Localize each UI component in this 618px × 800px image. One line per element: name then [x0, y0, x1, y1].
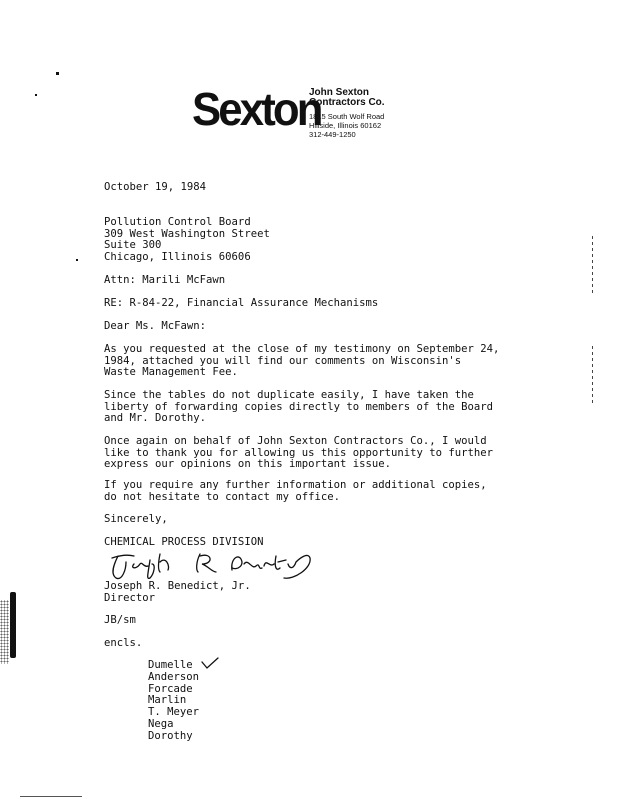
paragraph-line: Once again on behalf of John Sexton Contractors Co., I would — [104, 435, 487, 447]
company-address — [309, 112, 385, 139]
typist-initials: JB/sm — [104, 614, 136, 626]
scan-edge-dots — [592, 236, 593, 296]
enclosures-label: encls. — [104, 637, 143, 649]
cc-item: Dorothy — [148, 729, 193, 742]
closing: Sincerely, — [104, 513, 168, 525]
signer-title: Director — [104, 592, 156, 604]
cc-item: Nega — [148, 717, 174, 730]
paragraph-line: liberty of forwarding copies directly to members of the Board — [104, 400, 494, 413]
handwritten-signature — [104, 548, 320, 582]
company-name-line2: Contractors Co. — [309, 97, 385, 108]
company-info — [309, 88, 385, 139]
paragraph-line: Waste Management Fee. — [104, 366, 238, 378]
company-logo: Sexton — [192, 83, 321, 135]
subject-line: RE: R-84-22, Financial Assurance Mechanisms — [104, 297, 379, 309]
scan-edge-dots — [592, 346, 593, 406]
recipient-line: Chicago, Illinois 60606 — [104, 250, 251, 263]
checkmark-icon — [200, 656, 220, 670]
cc-item: Marlin — [148, 694, 187, 707]
paragraph-line: As you requested at the close of my testimony on September 24, — [104, 343, 500, 355]
paragraph-line: 1984, attached you will find our comments on Wisconsin's — [104, 354, 462, 367]
recipient-address — [104, 217, 270, 263]
scan-speck — [56, 72, 59, 75]
paragraph-line: like to thank you for allowing us this opportunity to further — [104, 446, 494, 459]
paragraph-line: Since the tables do not duplicate easily, I have taken the — [104, 389, 474, 401]
scan-bottom-line — [20, 796, 82, 797]
salutation: Dear Ms. McFawn: — [104, 320, 207, 332]
scan-speck — [35, 94, 37, 96]
paragraph-line: and Mr. Dorothy. — [104, 412, 207, 424]
paragraph-2 — [104, 390, 493, 425]
cc-list — [148, 660, 199, 743]
division-name: CHEMICAL PROCESS DIVISION — [104, 536, 264, 548]
recipient-line: Pollution Control Board — [104, 216, 251, 228]
paragraph-3 — [104, 436, 493, 471]
address-street: 1815 South Wolf Road — [309, 112, 385, 121]
paragraph-line: do not hesitate to contact my office. — [104, 490, 340, 503]
attention-line: Attn: Marili McFawn — [104, 274, 226, 286]
signer-name: Joseph R. Benedict, Jr. — [104, 580, 251, 592]
address-city: Hillside, Illinois 60162 — [309, 121, 382, 130]
recipient-line: 309 West Washington Street — [104, 227, 270, 240]
company-name-line1: John Sexton — [309, 87, 370, 98]
recipient-line: Suite 300 — [104, 239, 162, 251]
cc-item: Forcade — [148, 682, 193, 695]
scan-edge-noise — [0, 600, 9, 664]
scan-edge-mark — [10, 592, 16, 658]
cc-item: Anderson — [148, 670, 200, 683]
paragraph-4 — [104, 480, 487, 503]
company-phone: 312-449-1250 — [309, 130, 356, 139]
cc-item: T. Meyer — [148, 706, 200, 719]
scan-speck — [76, 259, 78, 261]
cc-item: Dumelle — [148, 659, 193, 671]
paragraph-line: If you require any further information or additional copies, — [104, 479, 487, 491]
paragraph-line: express our opinions on this important issue. — [104, 458, 392, 470]
paragraph-1 — [104, 344, 499, 379]
letter-date: October 19, 1984 — [104, 181, 207, 193]
